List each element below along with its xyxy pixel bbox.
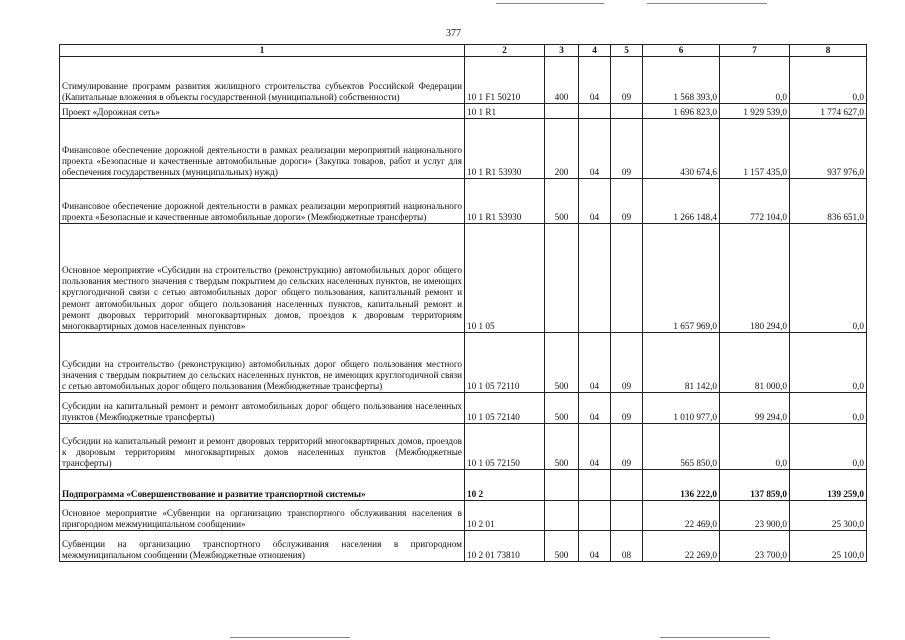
row-name: Финансовое обеспечение дорожной деятельности в рамках реализации мероприятий национального проекта «Безопасные и качественные автомобильные дороги» (Закупка товаров, работ и услуг для обеспечения государственных (муниципальных) нужд) [60, 119, 465, 179]
row-value-8: 0,0 [790, 224, 867, 333]
row-value-6: 1 657 969,0 [643, 224, 720, 333]
row-value-7: 180 294,0 [720, 224, 790, 333]
row-value-8: 25 100,0 [790, 531, 867, 562]
row-value-6: 565 850,0 [643, 424, 720, 470]
scan-edge-line [647, 3, 767, 4]
scan-edge-line [660, 637, 770, 638]
row-name: Основное мероприятие «Субсидии на строительство (реконструкцию) автомобильных дорог общего пользования местного значения с твердым покрытием до сельских населенных пунктов, не имеющих круглогодичной связи с сетью автомобильных дорог общего пользования, капитальный ремонт и ремонт автомобильных дорог общего пользования населенных пунктов, капитальный ремонт и ремонт дворовых территорий многоквартирных домов, проездов к дворовым территориям многоквартирных домов населенных пунктов» [60, 224, 465, 333]
row-col4: 04 [579, 57, 611, 104]
row-value-8: 139 259,0 [790, 470, 867, 501]
row-col5: 09 [611, 179, 643, 224]
row-col4: 04 [579, 393, 611, 424]
table-row-subprogram [60, 470, 867, 501]
row-value-8: 0,0 [790, 424, 867, 470]
row-col3: 400 [545, 57, 579, 104]
row-name: Субсидии на капитальный ремонт и ремонт дворовых территорий многоквартирных домов, проездов к дворовым территориям многоквартирных домов населенных пунктов (Межбюджетные трансферты) [60, 424, 465, 470]
row-value-6: 1 266 148,4 [643, 179, 720, 224]
row-code: 10 1 R1 [465, 104, 545, 119]
row-col4 [579, 224, 611, 333]
row-col3: 500 [545, 179, 579, 224]
row-code: 10 2 01 [465, 501, 545, 531]
row-col4: 04 [579, 179, 611, 224]
row-code: 10 1 R1 53930 [465, 119, 545, 179]
row-code: 10 1 05 [465, 224, 545, 333]
row-name: Финансовое обеспечение дорожной деятельности в рамках реализации мероприятий национального проекта «Безопасные и качественные автомобильные дороги» (Межбюджетные трансферты) [60, 179, 465, 224]
row-col4: 04 [579, 119, 611, 179]
row-value-6: 1 696 823,0 [643, 104, 720, 119]
row-col3: 500 [545, 393, 579, 424]
row-name: Субвенции на организацию транспортного обслуживания населения в пригородном межмуниципальном сообщении (Межбюджетные отношения) [60, 531, 465, 562]
row-col5 [611, 501, 643, 531]
row-code: 10 1 R1 53930 [465, 179, 545, 224]
row-col4 [579, 470, 611, 501]
row-value-6: 1 568 393,0 [643, 57, 720, 104]
row-name: Подпрограмма «Совершенствование и развитие транспортной системы» [60, 470, 465, 501]
table-row [60, 224, 867, 333]
row-value-7: 0,0 [720, 57, 790, 104]
row-value-7: 772 104,0 [720, 179, 790, 224]
row-code: 10 1 F1 50210 [465, 57, 545, 104]
row-code: 10 1 05 72140 [465, 393, 545, 424]
row-col3: 500 [545, 531, 579, 562]
row-value-8: 25 300,0 [790, 501, 867, 531]
row-value-6: 1 010 977,0 [643, 393, 720, 424]
row-value-8: 0,0 [790, 333, 867, 393]
row-value-7: 23 900,0 [720, 501, 790, 531]
row-value-7: 23 700,0 [720, 531, 790, 562]
table-row [60, 104, 867, 119]
row-name: Стимулирование программ развития жилищного строительства субъектов Российской Федерации (Капитальные вложения в объекты государственной (муниципальной) собственности) [60, 57, 465, 104]
row-value-8: 937 976,0 [790, 119, 867, 179]
row-value-7: 1 929 539,0 [720, 104, 790, 119]
row-value-7: 0,0 [720, 424, 790, 470]
table-row [60, 531, 867, 562]
row-col4: 04 [579, 333, 611, 393]
row-value-8: 0,0 [790, 393, 867, 424]
row-value-7: 81 000,0 [720, 333, 790, 393]
column-header: 2 [465, 45, 545, 57]
table-row [60, 333, 867, 393]
row-code: 10 1 05 72150 [465, 424, 545, 470]
row-value-8: 0,0 [790, 57, 867, 104]
column-header: 8 [790, 45, 867, 57]
column-header: 4 [579, 45, 611, 57]
row-value-6: 136 222,0 [643, 470, 720, 501]
column-header: 1 [60, 45, 465, 57]
page-number: 377 [446, 28, 461, 39]
row-col4: 04 [579, 424, 611, 470]
row-col3: 500 [545, 333, 579, 393]
row-col5 [611, 470, 643, 501]
row-col4 [579, 104, 611, 119]
row-name: Субсидии на капитальный ремонт и ремонт автомобильных дорог общего пользования населенных пунктов (Межбюджетные трансферты) [60, 393, 465, 424]
scan-edge-line [230, 637, 350, 638]
row-code: 10 2 01 73810 [465, 531, 545, 562]
row-col4: 04 [579, 531, 611, 562]
table-row [60, 119, 867, 179]
table-row [60, 179, 867, 224]
table-row [60, 424, 867, 470]
table-header-row [60, 45, 867, 57]
row-value-6: 81 142,0 [643, 333, 720, 393]
row-value-6: 22 469,0 [643, 501, 720, 531]
column-header: 5 [611, 45, 643, 57]
table-row [60, 501, 867, 531]
row-name: Субсидии на строительство (реконструкцию) автомобильных дорог общего пользования местного значения с твердым покрытием до сельских населенных пунктов, не имеющих круглогодичной связи с сетью автомобильных дорог общего пользования (Межбюджетные трансферты) [60, 333, 465, 393]
budget-table [59, 44, 867, 562]
row-col3 [545, 501, 579, 531]
row-value-6: 430 674,6 [643, 119, 720, 179]
row-col5: 09 [611, 119, 643, 179]
row-value-6: 22 269,0 [643, 531, 720, 562]
row-name: Основное мероприятие «Субвенции на организацию транспортного обслуживания населения в пригородном межмуниципальном сообщении» [60, 501, 465, 531]
row-col3 [545, 224, 579, 333]
column-header: 6 [643, 45, 720, 57]
row-col5: 08 [611, 531, 643, 562]
table-row [60, 57, 867, 104]
column-header: 3 [545, 45, 579, 57]
row-name: Проект «Дорожная сеть» [60, 104, 465, 119]
row-value-8: 1 774 627,0 [790, 104, 867, 119]
row-col5 [611, 104, 643, 119]
row-col5 [611, 224, 643, 333]
row-value-7: 137 859,0 [720, 470, 790, 501]
column-header: 7 [720, 45, 790, 57]
row-value-7: 99 294,0 [720, 393, 790, 424]
row-col5: 09 [611, 333, 643, 393]
row-col3: 200 [545, 119, 579, 179]
row-value-7: 1 157 435,0 [720, 119, 790, 179]
row-col5: 09 [611, 424, 643, 470]
row-col5: 09 [611, 393, 643, 424]
row-code: 10 2 [465, 470, 545, 501]
row-col3: 500 [545, 424, 579, 470]
scan-edge-line [496, 3, 604, 4]
row-col3 [545, 470, 579, 501]
row-value-8: 836 651,0 [790, 179, 867, 224]
row-col3 [545, 104, 579, 119]
row-col5: 09 [611, 57, 643, 104]
row-col4 [579, 501, 611, 531]
row-code: 10 1 05 72110 [465, 333, 545, 393]
table-row [60, 393, 867, 424]
